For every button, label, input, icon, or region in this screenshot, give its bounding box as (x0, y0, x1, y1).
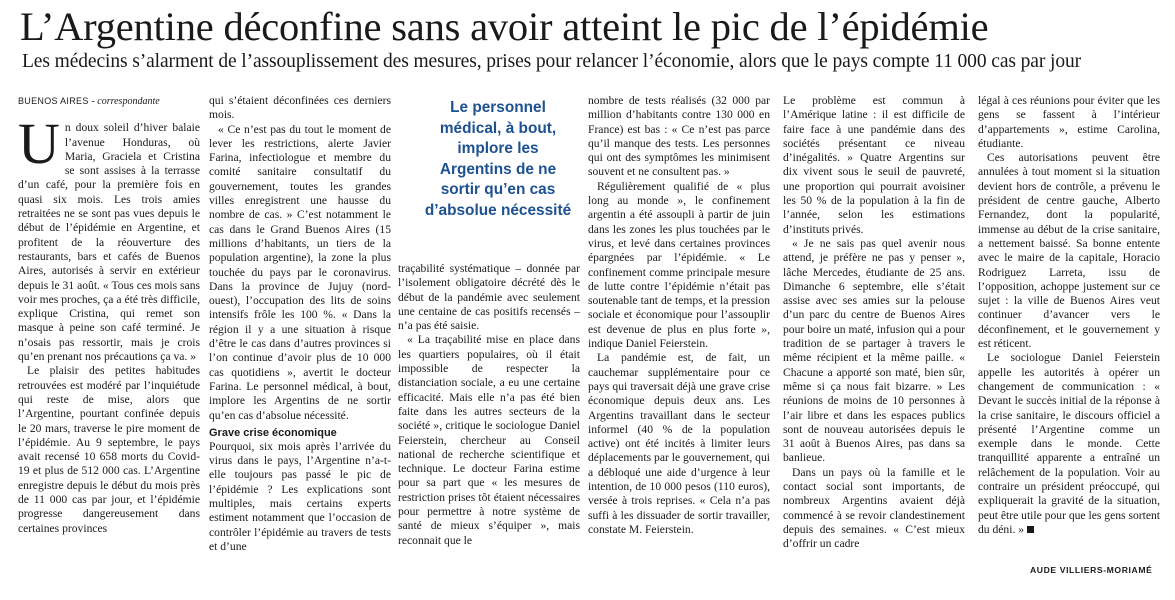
article-paragraph: nombre de tests réalisés (32 000 par million d’habitants contre 130 000 en France) est bas : « Ce n’est pas parce qu’il manque des tests. Les personnes qui ont des symptômes les minimisent souvent et ne consultent pas. » (588, 94, 770, 179)
article-column-1 (18, 94, 200, 536)
article-paragraph: « Ce n’est pas du tout le moment de lever les restrictions, alerte Javier Farina, infectiologue et membre du comité sanitaire consultatif du gouvernement, toutes les grandes villes enregistrent une hausse du nombre de cas. » C’est notamment le cas dans le Grand Buenos Aires (15 millions d’habitants, un tiers de la population argentine), la zone la plus touchée du pays par le coronavirus. Dans la province de Jujuy (nord-ouest), l’occupation des lits de soins intensifs frôle les 100 %. « Dans la région il y a une situation à risque d’être le cas dans d’autres provinces si l’on continue d’avoir plus de 10 000 cas quotidiens », avertit le docteur Farina. Le personnel médical, à bout, implore les Argentins de ne sortir qu’en cas d’absolue nécessité. (209, 122, 391, 422)
article-paragraph: Ces autorisations peuvent être annulées à tout moment si la situation devient hors de contrôle, a prévenu le président de centre gauche, Alberto Fernandez, dont la popularité, immense au début de la crise sanitaire, a nettement baissé. Sa bonne entente avec le maire de la capitale, Horacio Rodriguez Larreta, issu de l’opposition, achoppe justement sur ce sujet : la ville de Buenos Aires veut continuer d’avancer vers le déconfinement, et le gouvernement y est réticent. (978, 151, 1160, 351)
article-paragraph-text: Le sociologue Daniel Feierstein appelle les autorités à opérer un changement de communication : « Devant le succès initial de la réponse à la crise sanitaire, le discours officiel a présenté l’Argentine comme un exemple dans le monde. Cette tranquillité apparente a entraîné un relâchement de la population. Voir au contraire un président préoccupé, qui expliquerait la gravité de la situation, peut être utile pour que les gens sortent du déni. » (978, 351, 1160, 536)
subheadline: Les médecins s’alarment de l’assouplissement des mesures, prises pour relancer l’économie, alors que le pays compte 11 000 cas par jour (22, 51, 1082, 72)
article-paragraph: légal à ces réunions pour éviter que les gens se fassent à l’intérieur d’appartements », estime Carolina, étudiante. (978, 94, 1160, 150)
author-signature: AUDE VILLIERS-MORIAMÉ (1030, 565, 1153, 575)
article-column-5 (783, 94, 965, 552)
article-paragraph: Pourquoi, six mois après l’arrivée du virus dans le pays, l’Argentine n’a-t-elle toujours pas passé le pic de l’épidémie ? Les explications sont multiples, mais certains experts estiment notamment que l’occasion de contrôler l’épidémie au travers de tests et d’une (209, 439, 391, 553)
article-column-6 (978, 94, 1160, 537)
article-column-2 (209, 94, 391, 554)
article-paragraph: « Je ne sais pas quel avenir nous attend, je préfère ne pas y penser », lâche Mercedes, étudiante de 25 ans. Dimanche 6 septembre, elle s’était assise avec ses amies sur la pelouse d’un parc du centre de Buenos Aires pour boire un maté, infusion qui a pour tradition de se partager à travers le même récipient et la même paille. « Chacune a apporté son maté, bien sûr, même si ça nous fait bizarre. » Les réunions de moins de 10 personnes à l’air libre et dans les espaces publics sont de nouveau autorisées depuis le 31 août à Buenos Aires, pas dans sa banlieue. (783, 236, 965, 465)
article-column-4 (588, 94, 770, 537)
article-paragraph: Le problème est commun à l’Amérique latine : il est difficile de faire face à une pandémie dans des sociétés présentant ce niveau d’inégalités. » Quatre Argentins sur dix vivent sous le seuil de pauvreté, une proportion qui pourrait avoisiner les 50 % de la population à la fin de l’année, selon les estimations d’instituts privés. (783, 94, 965, 236)
article-paragraph: qui s’étaient déconfinées ces derniers mois. (209, 94, 391, 122)
article-paragraph: Régulièrement qualifié de « plus long au monde », le confinement argentin a été assoupli à partir de juin dans les zones les plus touchées par le virus, et levé dans certaines provinces épargnées par l’épidémie. « Le confinement comme principale mesure de lutte contre l’épidémie n’était pas soutenable tant de temps, et la pression sociale et économique pour l’assouplir est devenue de plus en plus forte », indique Daniel Feierstein. (588, 179, 770, 351)
headline: L’Argentine déconfine sans avoir atteint le pic de l’épidémie (20, 4, 989, 49)
section-heading: Grave crise économique (209, 426, 337, 439)
byline (18, 94, 200, 109)
article-column-3 (398, 262, 580, 548)
article-paragraph: « La traçabilité mise en place dans les quartiers populaires, où il était impossible de respecter la distanciation sociale, a eu une certaine efficacité. Mais elle n’a pas été bien faite dans les autres secteurs de la société », critique le sociologue Daniel Feierstein, chercheur au Conseil national de recherche scientifique et technique. Le docteur Farina estime pour sa part que « les mesures de restriction prises tôt étaient nécessaires pour permettre à notre système de santé de mieux s’équiper », mais reconnait que le (398, 333, 580, 547)
article-paragraph (978, 351, 1160, 537)
end-of-article-mark (1027, 526, 1034, 533)
drop-cap: U (18, 111, 60, 177)
article-paragraph: n doux soleil d’hiver balaie l’avenue Honduras, où Maria, Graciela et Cristina se sont assises à la terrasse d’un café, pour la première fois en quasi six mois. Les trois amies retraitées ne se sont pas vues depuis le début de l’épidémie en Argentine, et profitent de la réouverture des restaurants, bars et cafés de Buenos Aires, autorisés à servir en extérieur depuis le 31 août. « Tous ces mois sans voir mes proches, ça a été très difficile, explique Cristina, qui remet son masque à peine son café terminé. Je n’osais pas ressortir, mais je crois qu’en prenant nos précautions ça va. » (18, 121, 200, 364)
byline-place: BUENOS AIRES (18, 96, 89, 106)
article-paragraph: traçabilité systématique – donnée par l’isolement obligatoire décrété dès le début de la pandémie avec seulement une centaine de cas positifs recensés – n’a pas été saisie. (398, 262, 580, 333)
byline-role: - correspondante (91, 96, 160, 107)
article-paragraph: Dans un pays où la famille et le contact social sont importants, de nombreux Argentins avaient déjà commencé à se revoir clandestinement depuis des semaines. « C’est mieux d’offrir un cadre (783, 465, 965, 551)
pull-quote: Le personnel médical, à bout, implore les Argentins de ne sortir qu’en cas d’absolue nécessité (424, 99, 572, 219)
article-paragraph: La pandémie est, de fait, un cauchemar supplémentaire pour ce pays qui traversait déjà une grave crise économique depuis deux ans. Les Argentins travaillant dans le secteur informel (40 % de la population active) ont été incités à limiter leurs déplacements par le gouvernement, qui a débloqué une aide d’urgence à leur intention, de 10 000 pesos (110 euros), versée à trois reprises. « Cela n’a pas suffi à les dissuader de sortir travailler, constate M. Feierstein. (588, 351, 770, 536)
article-paragraph: Le plaisir des petites habitudes retrouvées est modéré par l’inquiétude qui reste de mise, alors que l’Argentine, pourtant confinée depuis le 20 mars, traverse le pire moment de l’épidémie. Au 9 septembre, le pays avait recensé 10 658 morts du Covid-19 et plus de 512 000 cas. L’Argentine enregistre depuis le début du mois près de 11 000 cas par jour, et l’épidémie progresse dangereusement dans certaines provinces (18, 364, 200, 535)
